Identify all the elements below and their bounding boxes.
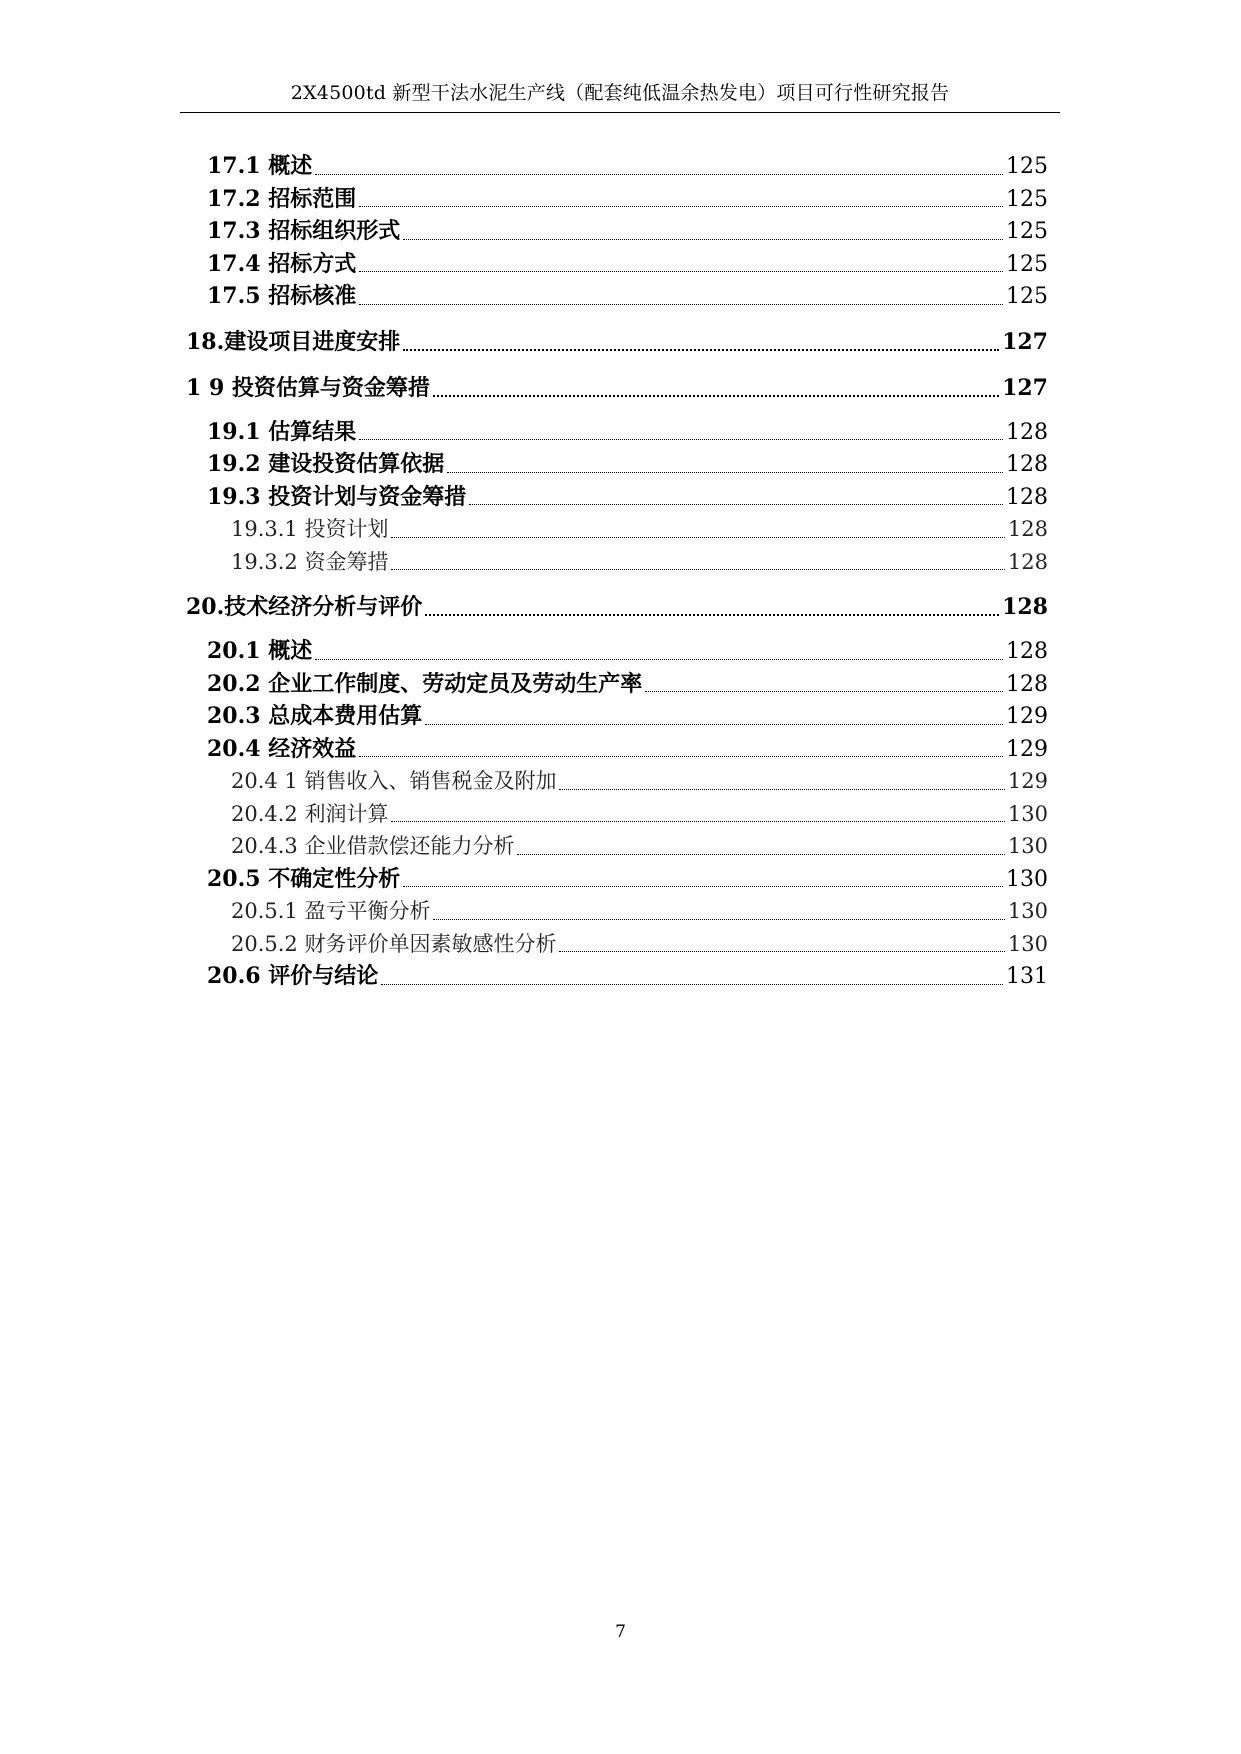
- toc-entry-label: 20.4.2 利润计算: [231, 801, 389, 826]
- toc-dot-leader: [425, 614, 999, 616]
- toc-entry-page: 130: [1007, 931, 1048, 956]
- toc-entry-label: 20.1 概述: [207, 638, 313, 664]
- toc-entry[interactable]: [186, 591, 1048, 624]
- toc-dot-leader: [391, 821, 1004, 822]
- toc-entry-page: 128: [1006, 452, 1048, 477]
- toc-entry-page: 127: [1002, 328, 1048, 355]
- toc-entry[interactable]: [186, 928, 1048, 961]
- toc-entry[interactable]: [186, 700, 1048, 733]
- toc-entry-label: 20.技术经济分析与评价: [186, 594, 423, 620]
- toc-entry-page: 130: [1006, 866, 1048, 892]
- toc-entry-label: 17.3 招标组织形式: [207, 218, 401, 244]
- toc-dot-leader: [391, 569, 1004, 570]
- toc-entry[interactable]: [186, 448, 1048, 481]
- toc-entry[interactable]: [186, 326, 1048, 359]
- toc-entry[interactable]: [186, 798, 1048, 831]
- toc-entry-label: 20.4.3 企业借款偿还能力分析: [231, 834, 515, 858]
- toc-entry[interactable]: [186, 863, 1048, 896]
- toc-dot-leader: [403, 239, 1003, 240]
- table-of-contents: [186, 150, 1048, 993]
- toc-entry-label: 17.2 招标范围: [207, 185, 357, 212]
- toc-entry[interactable]: [186, 668, 1048, 701]
- toc-entry[interactable]: [186, 481, 1048, 514]
- toc-dot-leader: [403, 886, 1003, 887]
- toc-entry-page: 129: [1007, 769, 1048, 793]
- toc-dot-leader: [559, 789, 1004, 790]
- toc-entry-label: 1 9 投资估算与资金筹措: [186, 374, 430, 401]
- toc-entry-label: 19.3.1 投资计划: [231, 517, 389, 541]
- toc-entry-label: 20.5 不确定性分析: [207, 865, 401, 892]
- toc-dot-leader: [359, 271, 1003, 272]
- toc-entry[interactable]: [186, 830, 1048, 863]
- toc-entry-page: 125: [1006, 154, 1048, 179]
- toc-entry[interactable]: [186, 635, 1048, 668]
- toc-dot-leader: [403, 349, 999, 351]
- toc-entry-page: 130: [1007, 899, 1048, 923]
- toc-entry-page: 128: [1006, 671, 1048, 697]
- toc-entry-page: 125: [1006, 219, 1048, 244]
- toc-entry-page: 128: [1002, 594, 1048, 620]
- toc-entry[interactable]: [186, 372, 1048, 405]
- toc-dot-leader: [381, 984, 1003, 985]
- toc-entry[interactable]: [186, 546, 1048, 579]
- toc-dot-leader: [391, 537, 1004, 538]
- toc-dot-leader: [359, 206, 1003, 207]
- toc-entry[interactable]: [186, 215, 1048, 248]
- toc-dot-leader: [315, 659, 1003, 660]
- toc-entry-page: 125: [1006, 186, 1048, 212]
- toc-entry-page: 129: [1006, 704, 1048, 729]
- toc-entry-page: 127: [1002, 374, 1048, 401]
- toc-entry-label: 19.1 估算结果: [207, 418, 357, 445]
- toc-entry[interactable]: [186, 416, 1048, 449]
- toc-entry-page: 129: [1006, 736, 1048, 762]
- toc-entry-page: 128: [1006, 639, 1048, 664]
- toc-entry-page: 125: [1006, 251, 1048, 277]
- toc-entry-page: 130: [1007, 801, 1048, 826]
- toc-entry[interactable]: [186, 150, 1048, 183]
- toc-entry[interactable]: [186, 248, 1048, 281]
- toc-dot-leader: [447, 472, 1003, 473]
- toc-entry[interactable]: [186, 960, 1048, 993]
- toc-dot-leader: [359, 756, 1003, 757]
- toc-entry-label: 17.1 概述: [207, 153, 313, 179]
- toc-entry[interactable]: [186, 733, 1048, 766]
- toc-entry[interactable]: [186, 280, 1048, 313]
- toc-entry-page: 125: [1006, 284, 1048, 309]
- header-rule: [180, 112, 1060, 113]
- toc-entry[interactable]: [186, 765, 1048, 798]
- toc-entry[interactable]: [186, 895, 1048, 928]
- toc-entry-label: 20.5.2 财务评价单因素敏感性分析: [231, 931, 557, 956]
- toc-entry-label: 20.5.1 盈亏平衡分析: [231, 899, 431, 923]
- toc-dot-leader: [517, 854, 1004, 855]
- toc-entry-page: 128: [1006, 419, 1048, 445]
- toc-dot-leader: [559, 951, 1004, 952]
- toc-entry-label: 19.3 投资计划与资金筹措: [207, 483, 467, 510]
- toc-dot-leader: [359, 439, 1003, 440]
- toc-entry-label: 19.2 建设投资估算依据: [207, 451, 445, 477]
- toc-entry[interactable]: [186, 513, 1048, 546]
- toc-entry-label: 20.3 总成本费用估算: [207, 703, 423, 729]
- toc-dot-leader: [315, 174, 1003, 175]
- page-number: 7: [615, 1622, 626, 1642]
- toc-entry-label: 17.4 招标方式: [207, 250, 357, 277]
- toc-entry-page: 128: [1006, 484, 1048, 510]
- toc-entry-label: 18.建设项目进度安排: [186, 328, 401, 355]
- toc-dot-leader: [433, 919, 1004, 920]
- page-header-title: 2X4500td 新型干法水泥生产线（配套纯低温余热发电）项目可行性研究报告: [290, 82, 950, 104]
- toc-dot-leader: [433, 395, 999, 397]
- toc-dot-leader: [469, 504, 1003, 505]
- toc-entry-label: 19.3.2 资金筹措: [231, 549, 389, 574]
- toc-entry-page: 128: [1007, 549, 1048, 574]
- toc-entry-label: 20.4 1 销售收入、销售税金及附加: [231, 769, 557, 793]
- toc-entry-label: 20.4 经济效益: [207, 735, 357, 762]
- toc-entry-label: 20.2 企业工作制度、劳动定员及劳动生产率: [207, 670, 643, 697]
- toc-entry-page: 131: [1006, 964, 1048, 989]
- toc-dot-leader: [359, 304, 1003, 305]
- toc-entry-label: 17.5 招标核准: [207, 283, 357, 309]
- toc-entry-label: 20.6 评价与结论: [207, 963, 379, 989]
- toc-entry-page: 130: [1007, 834, 1048, 858]
- toc-entry-page: 128: [1007, 517, 1048, 541]
- toc-entry[interactable]: [186, 183, 1048, 216]
- toc-dot-leader: [645, 691, 1003, 692]
- toc-dot-leader: [425, 724, 1003, 725]
